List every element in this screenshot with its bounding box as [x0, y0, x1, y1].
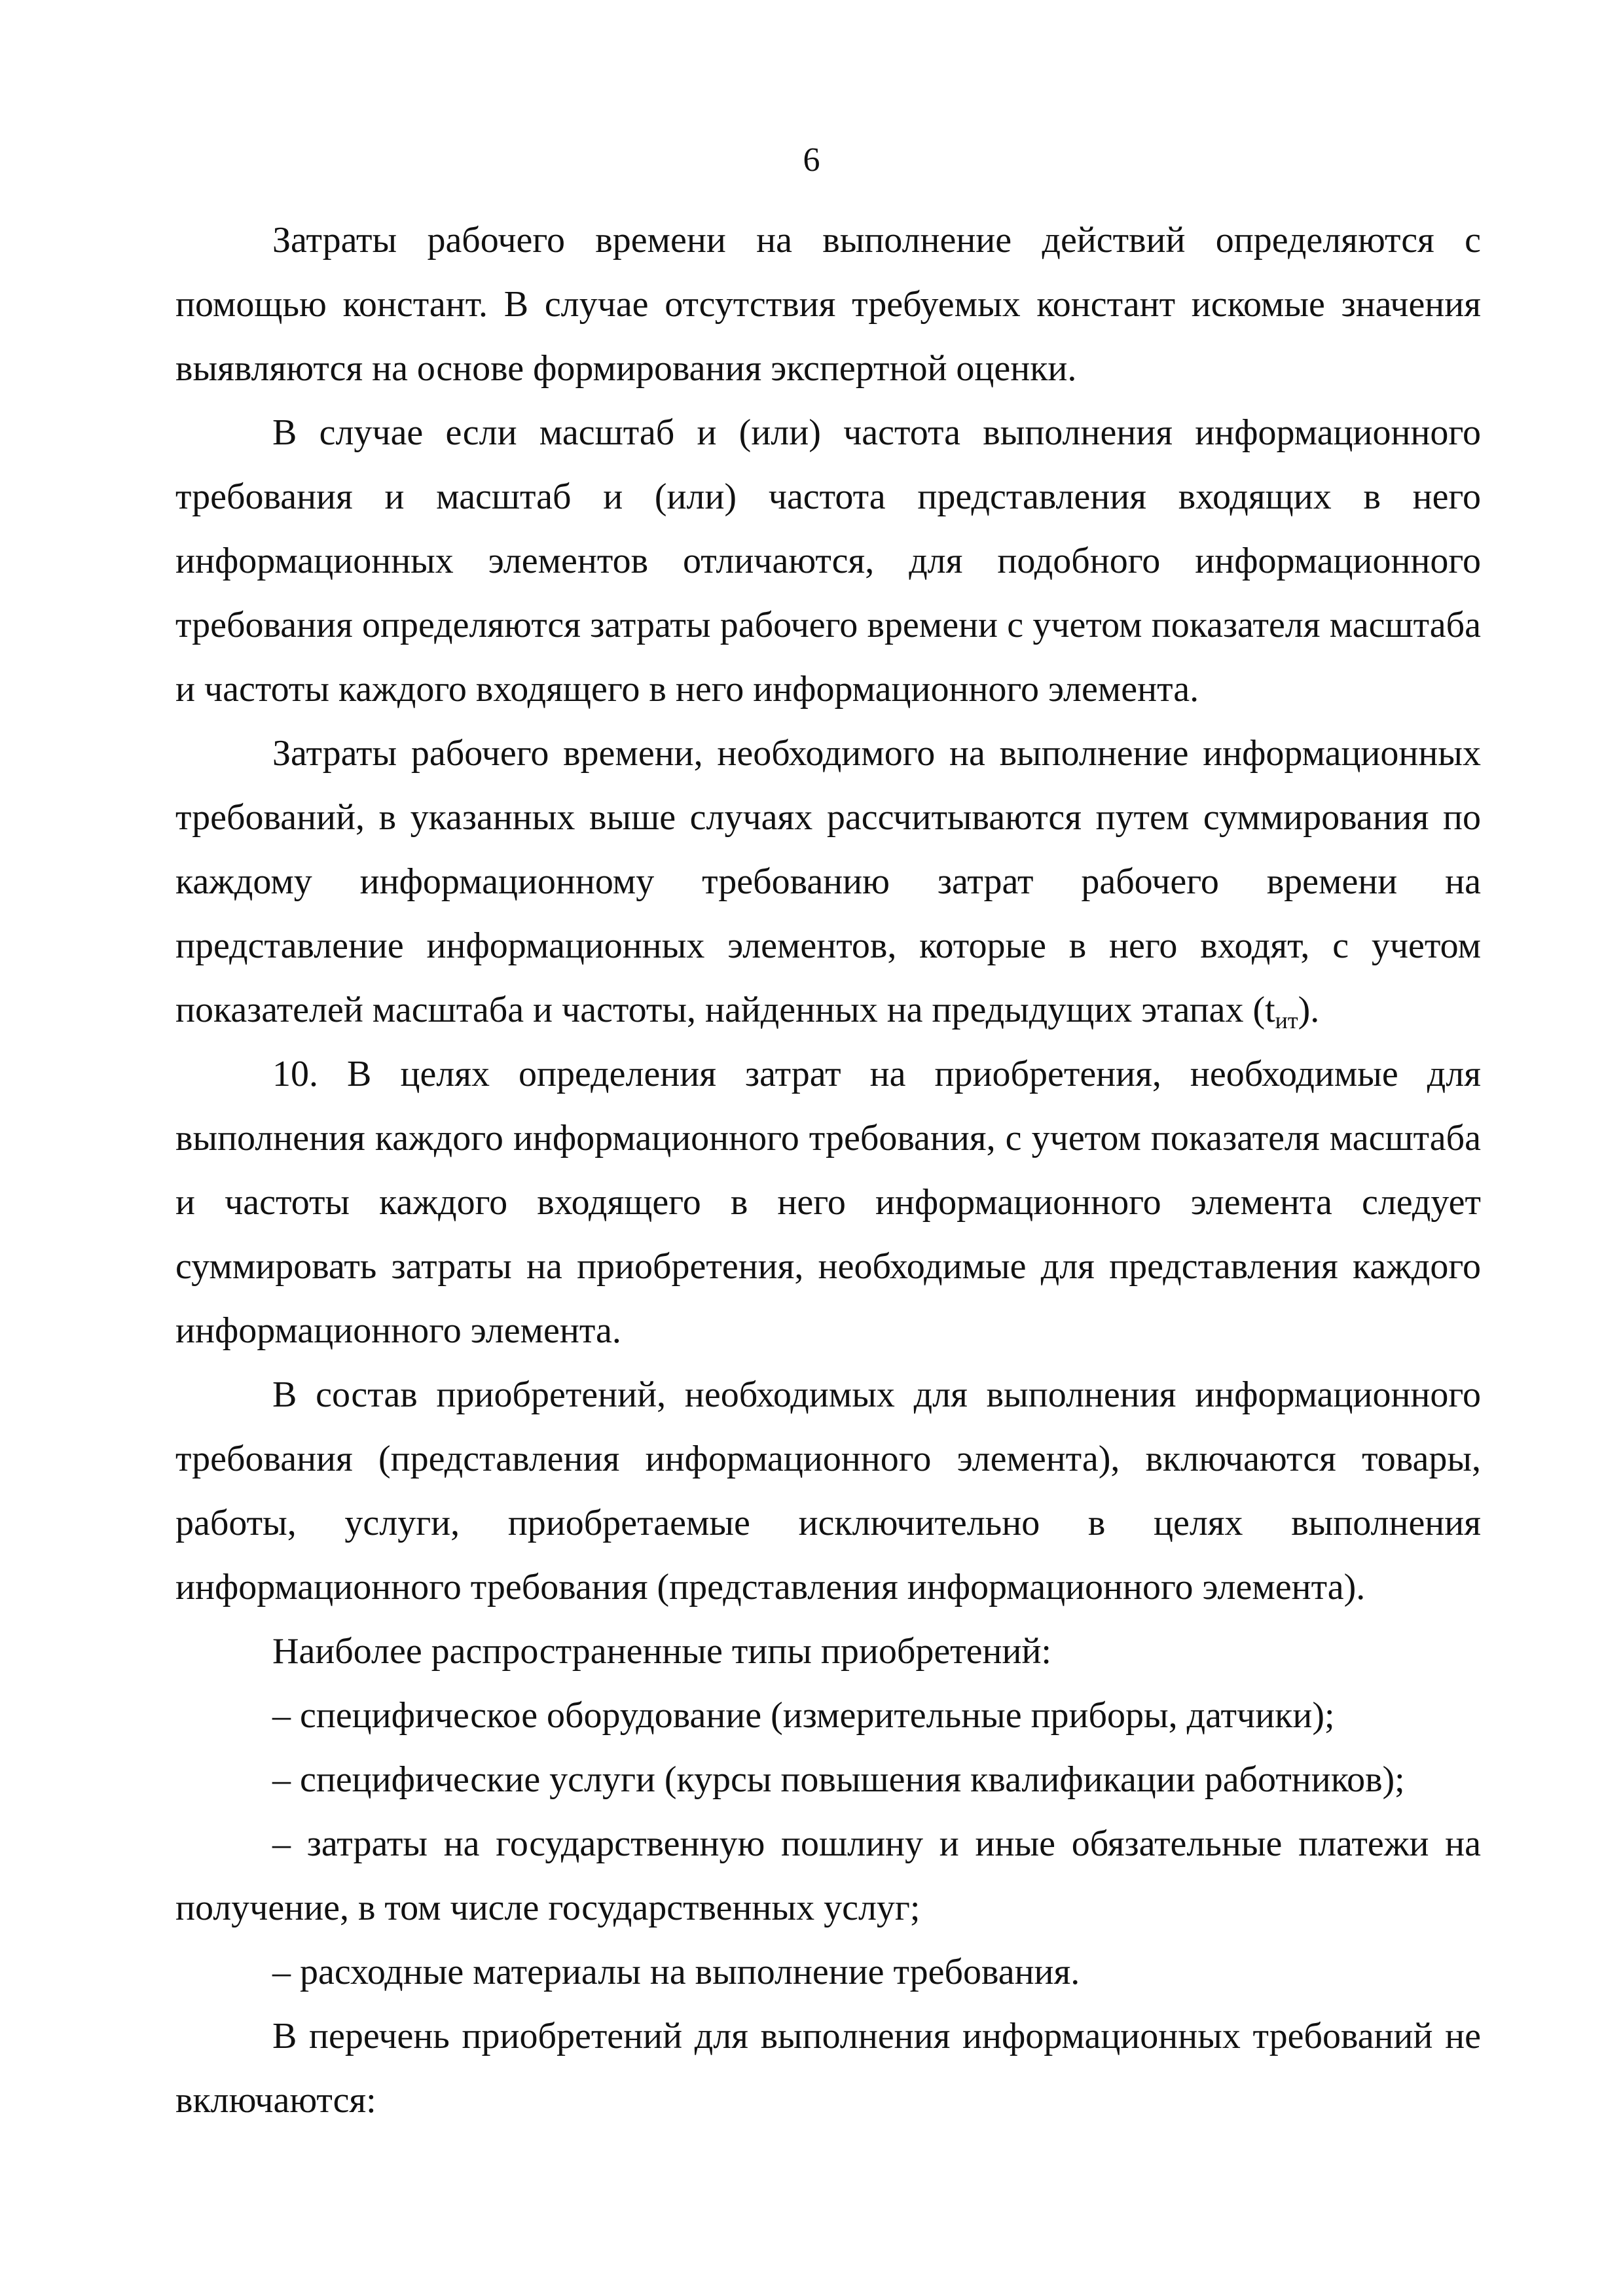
document-body: [175, 208, 1481, 2132]
paragraph-work-time-constants: Затраты рабочего времени на выполнение действий определяются с помощью констант. В случае отсутствия требуемых констант искомые значения выявляются на основе формирования экспертной оценки.: [175, 220, 1481, 389]
page-number: 6: [803, 141, 820, 179]
paragraph-work-time-calculation-tail: ).: [1298, 990, 1320, 1030]
paragraph-work-time-calculation-text: Затраты рабочего времени, необходимого на выполнение информационных требований, в указанных выше случаях рассчитываются путем суммирования по каждому информационному требованию затрат рабочего времени на представление информационных элементов, которые в него входят, с учетом показателей масштаба и частоты, найденных на предыдущих этапах (t: [175, 733, 1481, 1030]
paragraph-acquisition-types-heading: Наиболее распространенные типы приобретений:: [272, 1631, 1051, 1672]
paragraph-exclusions: В перечень приобретений для выполнения информационных требований не включаются:: [175, 2016, 1481, 2121]
paragraph-scale-frequency: В случае если масштаб и (или) частота выполнения информационного требования и масштаб и (или) частота представления входящих в него информационных элементов отличаются, для подобного информационного требования определяются затраты рабочего времени с учетом показателя масштаба и частоты каждого входящего в него информационного элемента.: [175, 412, 1481, 709]
paragraph-item-10: 10. В целях определения затрат на приобретения, необходимые для выполнения каждого информационного требования, с учетом показателя масштаба и частоты каждого входящего в него информационного элемента следует суммировать затраты на приобретения, необходимые для представления каждого информационного элемента.: [175, 1054, 1481, 1351]
list-item-services: – специфические услуги (курсы повышения квалификации работников);: [272, 1759, 1405, 1800]
list-item-state-duty: – затраты на государственную пошлину и иные обязательные платежи на получение, в том числе государственных услуг;: [175, 1823, 1481, 1928]
list-item-consumables: – расходные материалы на выполнение требования.: [272, 1952, 1080, 1992]
time-subscript: ит: [1275, 1007, 1298, 1033]
list-item-equipment: – специфическое оборудование (измерительные приборы, датчики);: [272, 1695, 1335, 1736]
paragraph-acquisitions-composition: В состав приобретений, необходимых для выполнения информационного требования (представления информационного элемента), включаются товары, работы, услуги, приобретаемые исключительно в целях выполнения информационного требования (представления информационного элемента).: [175, 1374, 1481, 1607]
paragraph-work-time-calculation: [175, 721, 1481, 1042]
